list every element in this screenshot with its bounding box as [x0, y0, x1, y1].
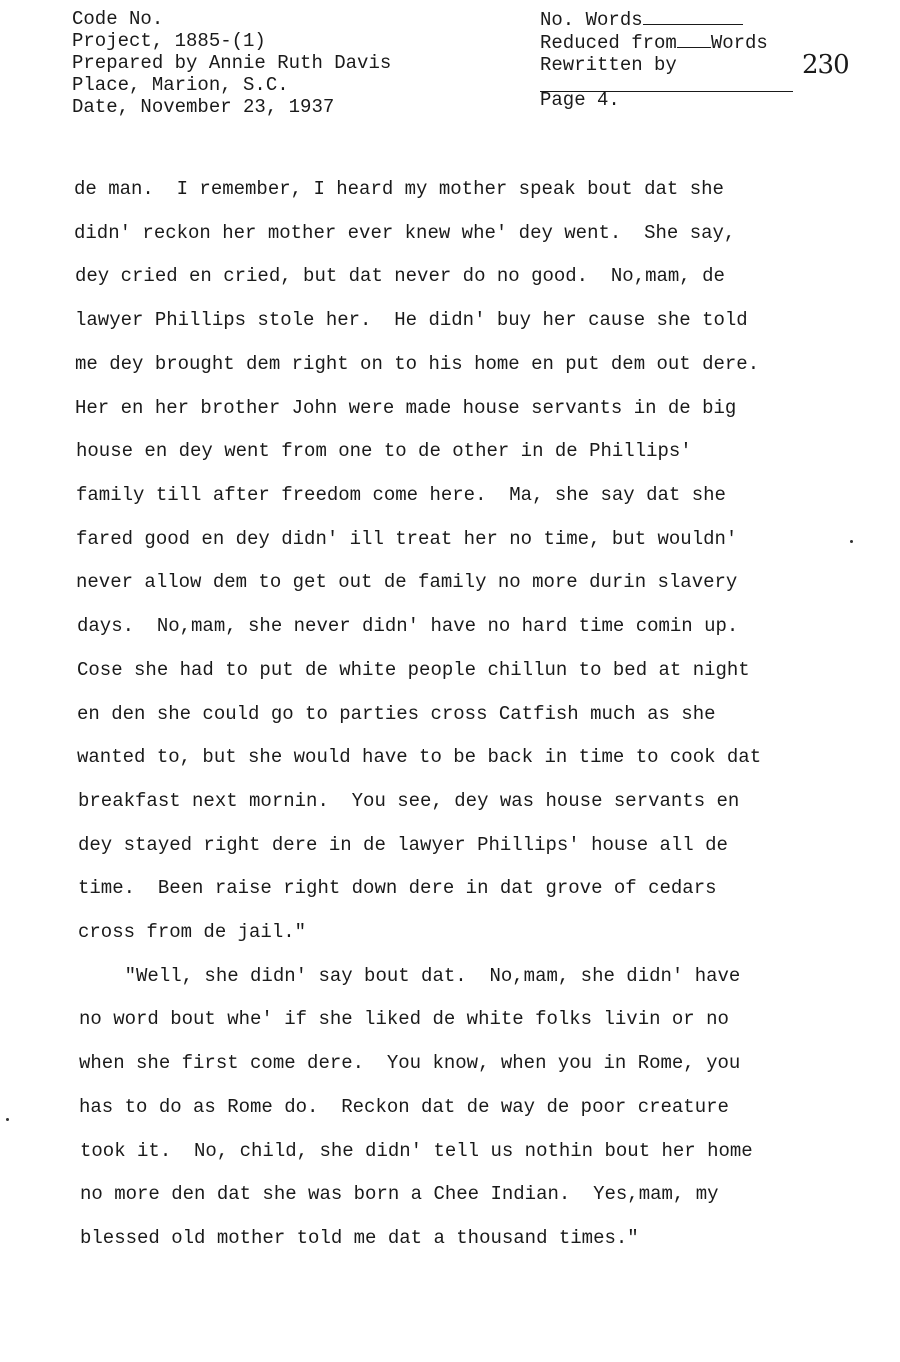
transcript-line: family till after freedom come here. Ma, she say dat she — [76, 484, 726, 506]
transcript-line: never allow dem to get out de family no more durin slavery — [76, 571, 738, 593]
transcript-line: house en dey went from one to de other in de Phillips' — [76, 440, 692, 462]
transcript-line: no word bout whe' if she liked de white folks livin or no — [79, 1008, 729, 1030]
page-number: 230 — [802, 50, 849, 80]
transcript-line: took it. No, child, she didn' tell us nothin bout her home — [80, 1140, 753, 1162]
transcript-line: has to do as Rome do. Reckon dat de way de poor creature — [79, 1096, 729, 1118]
code-no-line: Code No. — [72, 8, 164, 30]
reduced-words-label: Words — [710, 32, 768, 54]
no-words-label: No. Words — [540, 9, 643, 31]
transcript-line: Her en her brother John were made house servants in de big — [75, 397, 737, 419]
reduced-from-label: Reduced from — [540, 32, 677, 54]
transcript-line: no more den dat she was born a Chee Indian. Yes,mam, my — [80, 1183, 719, 1205]
prepared-by-line: Prepared by Annie Ruth Davis — [72, 52, 392, 74]
page-label: Page 4. — [540, 89, 620, 111]
project-line: Project, 1885-(1) — [72, 30, 266, 52]
paper-speck — [6, 1118, 9, 1121]
transcript-line: blessed old mother told me dat a thousand times." — [80, 1227, 639, 1249]
transcript-line: when she first come dere. You know, when you in Rome, you — [79, 1052, 741, 1074]
transcript-line: didn' reckon her mother ever knew whe' dey went. She say, — [74, 222, 736, 244]
transcript-line: "Well, she didn' say bout dat. No,mam, she didn' have — [79, 965, 741, 987]
transcript-line: fared good en dey didn' ill treat her no time, but wouldn' — [76, 528, 738, 550]
transcript-line: cross from de jail." — [78, 921, 307, 943]
transcript-line: dey cried en cried, but dat never do no good. No,mam, de — [75, 265, 725, 287]
transcript-line: dey stayed right dere in de lawyer Phillips' house all de — [78, 834, 728, 856]
transcript-line: me dey brought dem right on to his home en put dem out dere. — [75, 353, 760, 375]
transcript-line: wanted to, but she would have to be back in time to cook dat — [77, 746, 762, 768]
paper-speck — [850, 540, 853, 543]
transcript-line: time. Been raise right down dere in dat grove of cedars — [78, 877, 717, 899]
transcript-line: Cose she had to put de white people chillun to bed at night — [77, 659, 750, 681]
date-line: Date, November 23, 1937 — [72, 96, 335, 118]
transcript-line: breakfast next mornin. You see, dey was house servants en — [78, 790, 740, 812]
rewritten-by-label: Rewritten by — [540, 54, 677, 76]
transcript-line: lawyer Phillips stole her. He didn' buy her cause she told — [75, 309, 748, 331]
transcript-line: en den she could go to parties cross Catfish much as she — [77, 703, 716, 725]
place-line: Place, Marion, S.C. — [72, 74, 289, 96]
transcript-line: de man. I remember, I heard my mother speak bout dat she — [74, 178, 724, 200]
transcript-line: days. No,mam, she never didn' have no hard time comin up. — [77, 615, 739, 637]
